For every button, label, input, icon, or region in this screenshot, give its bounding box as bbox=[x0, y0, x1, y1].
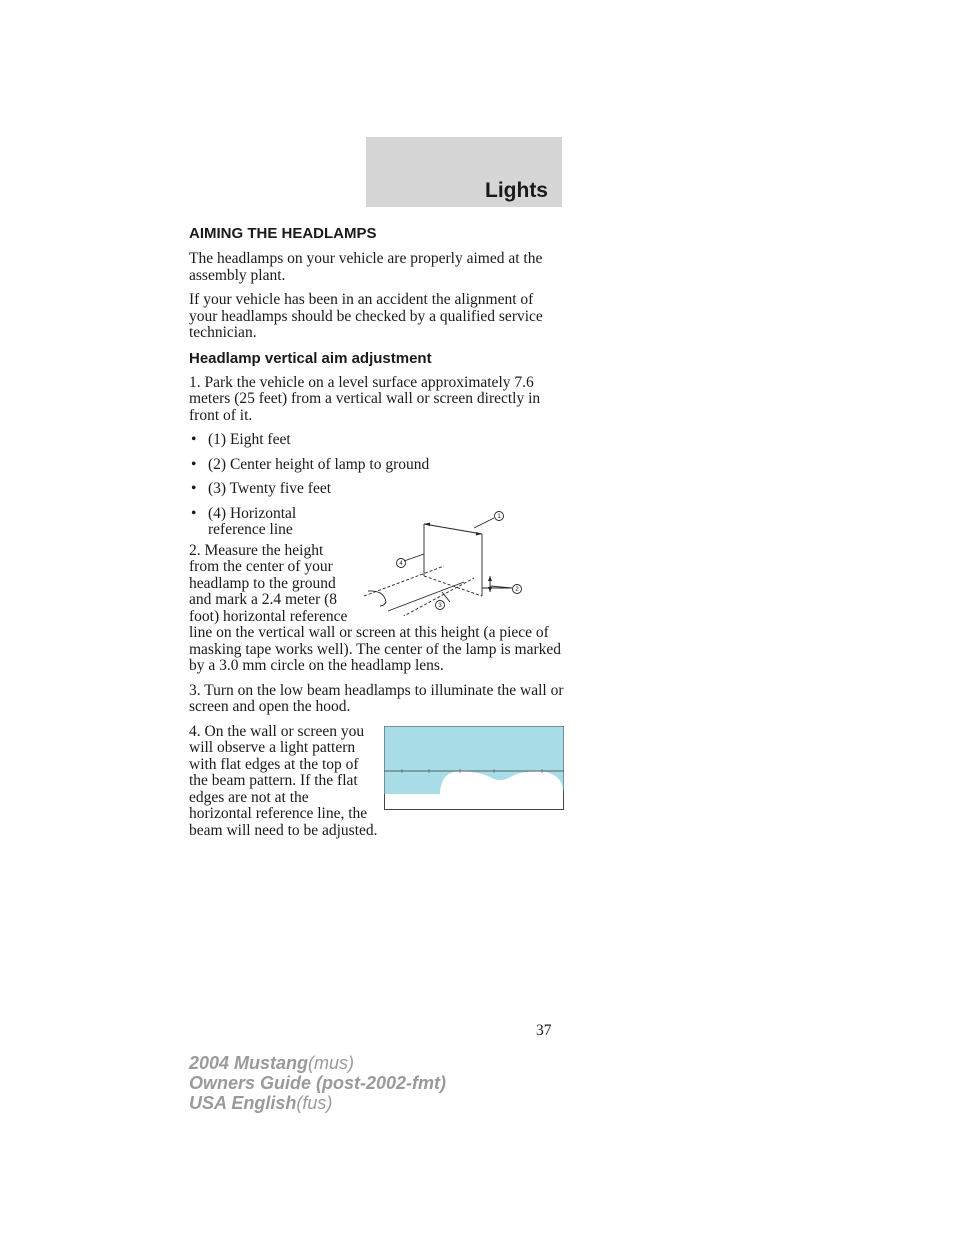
dimension-eight-feet bbox=[424, 524, 482, 534]
footer-line-3 bbox=[189, 1093, 446, 1113]
dimension-twenty-five-feet bbox=[388, 582, 464, 611]
footer-line-1 bbox=[189, 1053, 446, 1073]
arrowhead bbox=[476, 532, 482, 536]
callout-leader-3 bbox=[442, 592, 450, 602]
list-item-text: (2) Center height of lamp to ground bbox=[208, 455, 430, 473]
list-item bbox=[189, 432, 564, 449]
footer-model: 2004 Mustang bbox=[189, 1053, 309, 1073]
headlamp-aiming-diagram bbox=[364, 506, 564, 616]
callout-label-1: 1 bbox=[497, 513, 501, 520]
paragraph-accident-alignment: If your vehicle has been in an accident the alignment of your headlamps should be checked by a qualified service technician. bbox=[189, 291, 543, 341]
arrowhead bbox=[488, 576, 492, 581]
list-item-text: (3) Twenty five feet bbox=[208, 480, 332, 497]
page-content bbox=[189, 219, 564, 847]
beam-pattern-diagram bbox=[384, 726, 564, 810]
list-item-text: (1) Eight feet bbox=[208, 431, 291, 448]
list-item bbox=[189, 457, 564, 474]
section-header-title: Lights bbox=[485, 179, 548, 202]
callout-label-4: 4 bbox=[399, 560, 403, 567]
list-item-text: (4) Horizontal reference line bbox=[208, 504, 297, 538]
section-title: AIMING THE HEADLAMPS bbox=[189, 225, 377, 242]
step-2: 2. Measure the height from the center of your headlamp to the ground and mark a 2.4 meter (8 foot) horizontal reference line on the vertical wall or screen at this height (a piece of masking tape works well). The center of the lamp is marked by a 3.0 mm circle on the headlamp lens. bbox=[189, 541, 562, 674]
section-header-box bbox=[366, 137, 562, 207]
paragraph-assembly-aim: The headlamps on your vehicle are properly aimed at the assembly plant. bbox=[189, 250, 543, 284]
bullet-glyph: • bbox=[191, 431, 197, 448]
subsection-title: Headlamp vertical aim adjustment bbox=[189, 349, 432, 367]
footer-language: USA English bbox=[189, 1093, 297, 1113]
footer-line-2: Owners Guide (post-2002-fmt) bbox=[189, 1073, 447, 1093]
bullet-glyph: • bbox=[191, 504, 197, 522]
callout-leader-1 bbox=[474, 518, 494, 528]
step-1: 1. Park the vehicle on a level surface approximately 7.6 meters (25 feet) from a vertical wall or screen directly in front of it. bbox=[189, 373, 541, 424]
footer-model-code: (mus) bbox=[308, 1053, 355, 1073]
page-number: 37 bbox=[536, 1022, 552, 1039]
callout-leader-4 bbox=[404, 554, 424, 561]
bullet-glyph: • bbox=[191, 480, 197, 497]
callout-label-2: 2 bbox=[515, 586, 519, 593]
list-item bbox=[189, 481, 564, 498]
arrowhead bbox=[424, 522, 430, 526]
floor-dashed-line bbox=[389, 578, 474, 616]
bullet-glyph: • bbox=[191, 455, 197, 473]
callout-label-3: 3 bbox=[438, 602, 442, 609]
step-4: 4. On the wall or screen you will observe a light pattern with flat edges at the top of the beam pattern. If the flat edges are not at the horizontal reference line, the beam will need to be adjusted. bbox=[189, 722, 378, 839]
step-3: 3. Turn on the low beam headlamps to illuminate the wall or screen and open the hood. bbox=[189, 681, 564, 715]
document-footer bbox=[189, 1053, 446, 1113]
footer-language-code: (fus) bbox=[296, 1093, 333, 1113]
